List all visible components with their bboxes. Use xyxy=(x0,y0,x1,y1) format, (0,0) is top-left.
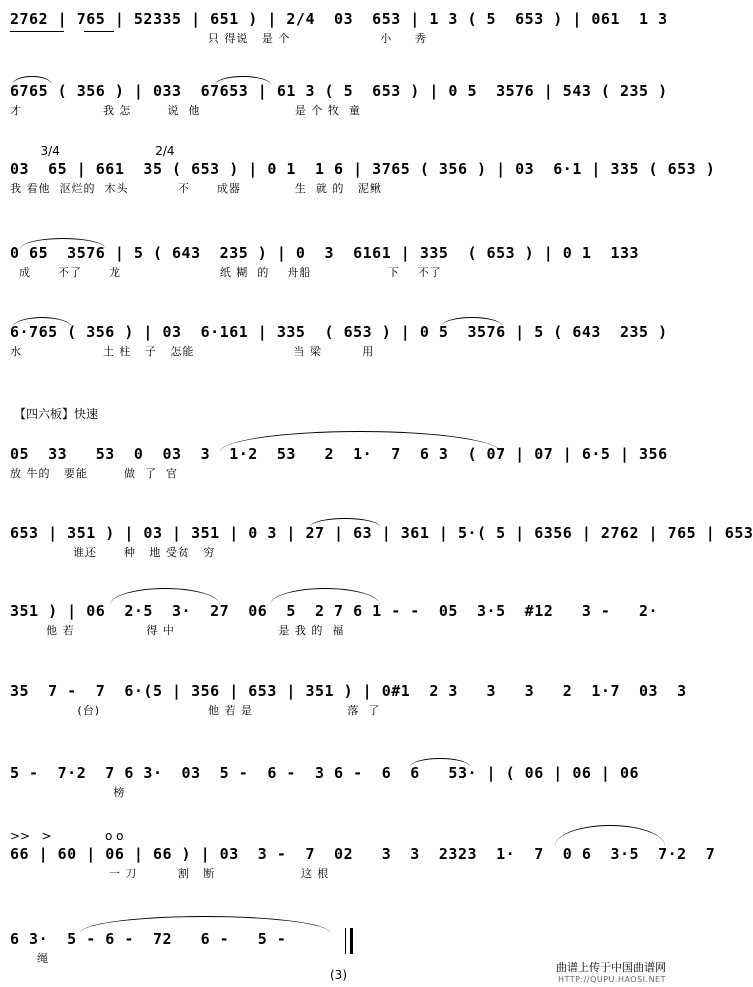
notation-line: 6 3· 5 - 6 - 72 6 - 5 - xyxy=(10,930,287,948)
notation-line: 35 7 - 7 6·(5 | 356 | 653 | 351 ) | 0#1 2 3 3 3 2 1·7 03 3 xyxy=(10,682,687,700)
final-barline xyxy=(345,928,353,954)
notation-line: 351 ) | 06 2·5 3· 27 06 5 2 7 6 1 - - 05 3·5 #12 3 - 2· xyxy=(10,602,659,620)
lyric-line: 榜 xyxy=(10,786,126,799)
notation-line: 0 65 3576 | 5 ( 643 235 ) | 0 3 6161 | 335 ( 653 ) | 0 1 133 xyxy=(10,244,640,262)
lyric-line: 谁还 种 地 受贫 穷 xyxy=(10,546,216,559)
lyric-line: 绳 xyxy=(10,952,49,965)
lyric-line: 他 若 得 中 是 我 的 福 xyxy=(10,624,345,637)
lyric-line: 水 土 柱 子 怎能 当 梁 用 xyxy=(10,345,375,358)
lyric-line: 一 刀 割 断 这 根 xyxy=(10,867,330,880)
lyric-line: 只 得说 是 个 小 秀 xyxy=(10,32,427,45)
credit-line: 曲谱上传于中国曲谱网 xyxy=(556,961,666,974)
notation-line: 5 - 7·2 7 6 3· 03 5 - 6 - 3 6 - 6 6 53· | ( 06 | 06 | 06 xyxy=(10,764,640,782)
tempo-marking: 【四六板】快速 xyxy=(14,407,99,421)
notation-line: 6·765 ( 356 ) | 03 6·161 | 335 ( 653 ) | 0 5 3576 | 5 ( 643 235 ) xyxy=(10,323,668,341)
notation-line: 653 | 351 ) | 03 | 351 | 0 3 | 27 | 63 | 361 | 5·( 5 | 6356 | 2762 | 765 | 653 xyxy=(10,524,753,542)
lyric-line: (台) 他 若 是 落 了 xyxy=(10,704,381,717)
notation-line: 66 | 60 | 06 | 66 ) | 03 3 - 7 02 3 3 2323 1· 7 0 6 3·5 7·2 7 xyxy=(10,845,716,863)
lyric-line: 成 不了 龙 纸 糊 的 舟船 下 不了 xyxy=(10,266,442,279)
notation-line: 03 65 | 661 35 ( 653 ) | 0 1 1 6 | 3765 ( 356 ) | 03 6·1 | 335 ( 653 ) xyxy=(10,160,716,178)
lyric-line: 放 牛的 要能 做 了 官 xyxy=(10,467,178,480)
notation-line: 05 33 53 0 03 3 1·2 53 2 1· 7 6 3 ( 07 | 07 | 6·5 | 356 xyxy=(10,445,668,463)
notation-line: 6765 ( 356 ) | 033 67653 | 61 3 ( 5 653 ) | 0 5 3576 | 543 ( 235 ) xyxy=(10,82,668,100)
time-signature-row: 3/4 2/4 xyxy=(10,144,175,158)
notation-line: 2762 | 765 | 52335 | 651 ) | 2/4 03 653 | 1 3 ( 5 653 ) | 061 1 3 xyxy=(10,10,668,28)
source-credit xyxy=(520,962,666,986)
lyric-line: 才 我 怎 说 他 是 个 牧 童 xyxy=(10,104,361,117)
page-number: (3) xyxy=(330,968,347,982)
lyric-line: 我 看他 沤烂的 木头 不 成器 生 就 的 泥鳅 xyxy=(10,182,382,195)
credit-url: HTTP://QUPU.HAOSI.NET xyxy=(558,975,666,984)
accent-marks: >> > o o xyxy=(10,829,124,843)
